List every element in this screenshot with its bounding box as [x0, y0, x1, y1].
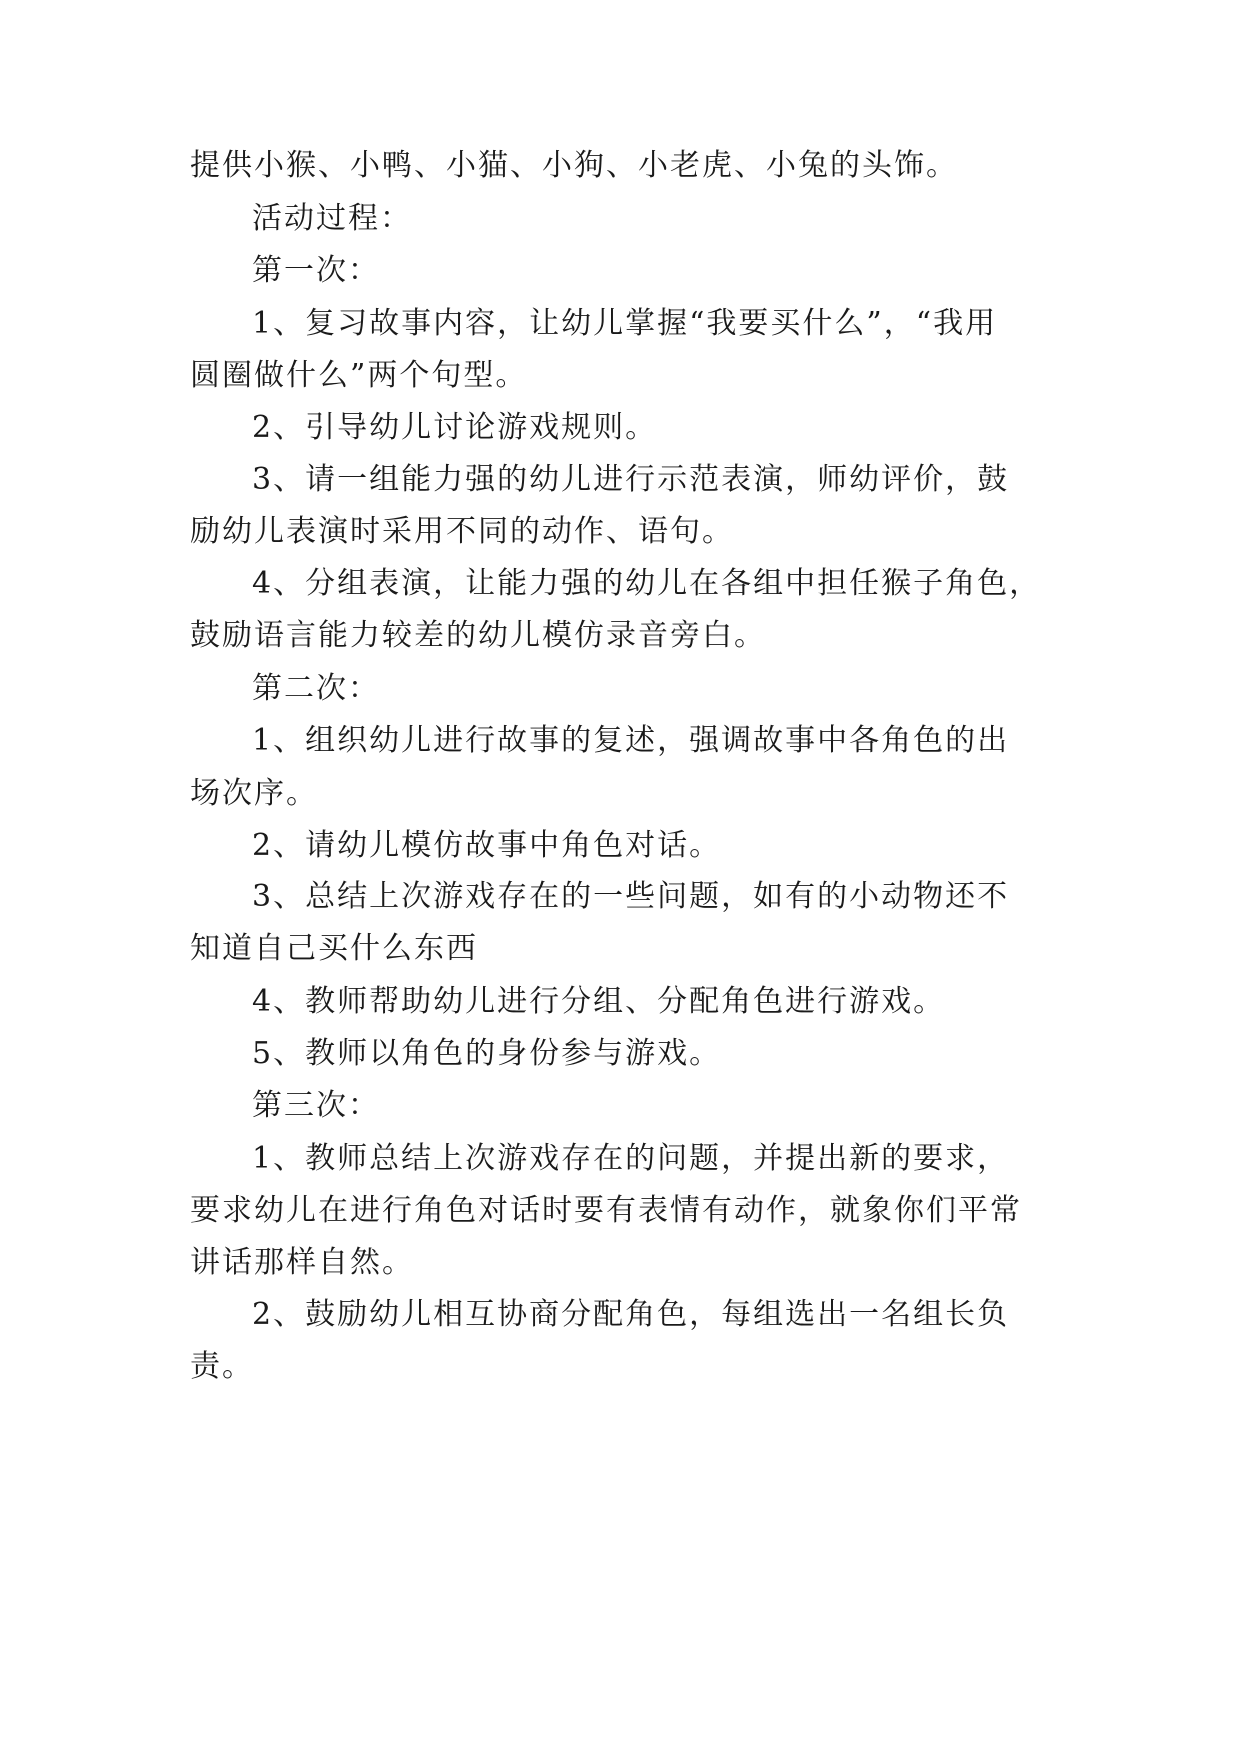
text-line: 1、复习故事内容，让幼儿掌握“我要买什么”，“我用	[252, 306, 998, 341]
text-line: 4、教师帮助幼儿进行分组、分配角色进行游戏。	[252, 984, 946, 1019]
text-line: 鼓励语言能力较差的幼儿模仿录音旁白。	[190, 618, 766, 653]
text-line: 4、分组表演，让能力强的幼儿在各组中担任猴子角色，	[252, 566, 1042, 601]
text-line: 圆圈做什么”两个句型。	[190, 358, 528, 393]
text-line: 知道自己买什么东西	[190, 931, 478, 966]
text-line: 2、鼓励幼儿相互协商分配角色，每组选出一名组长负	[252, 1297, 1010, 1332]
text-line: 5、教师以角色的身份参与游戏。	[252, 1036, 722, 1071]
session-heading: 第一次：	[252, 253, 380, 288]
text-line: 要求幼儿在进行角色对话时要有表情有动作，就象你们平常	[190, 1193, 1022, 1228]
text-line: 场次序。	[190, 776, 318, 811]
text-line: 讲话那样自然。	[190, 1245, 414, 1280]
text-line: 3、总结上次游戏存在的一些问题，如有的小动物还不	[252, 879, 1010, 914]
text-line: 1、教师总结上次游戏存在的问题，并提出新的要求，	[252, 1141, 1010, 1176]
session-heading: 第三次：	[252, 1088, 380, 1123]
text-line: 责。	[190, 1349, 254, 1384]
text-line: 3、请一组能力强的幼儿进行示范表演，师幼评价，鼓	[252, 462, 1010, 497]
section-heading: 活动过程：	[252, 201, 412, 236]
text-line: 2、请幼儿模仿故事中角色对话。	[252, 828, 722, 863]
text-line: 励幼儿表演时采用不同的动作、语句。	[190, 514, 734, 549]
text-line: 2、引导幼儿讨论游戏规则。	[252, 410, 658, 445]
text-line: 1、组织幼儿进行故事的复述，强调故事中各角色的出	[252, 723, 1010, 758]
text-line: 提供小猴、小鸭、小猫、小狗、小老虎、小兔的头饰。	[190, 148, 958, 183]
session-heading: 第二次：	[252, 671, 380, 706]
